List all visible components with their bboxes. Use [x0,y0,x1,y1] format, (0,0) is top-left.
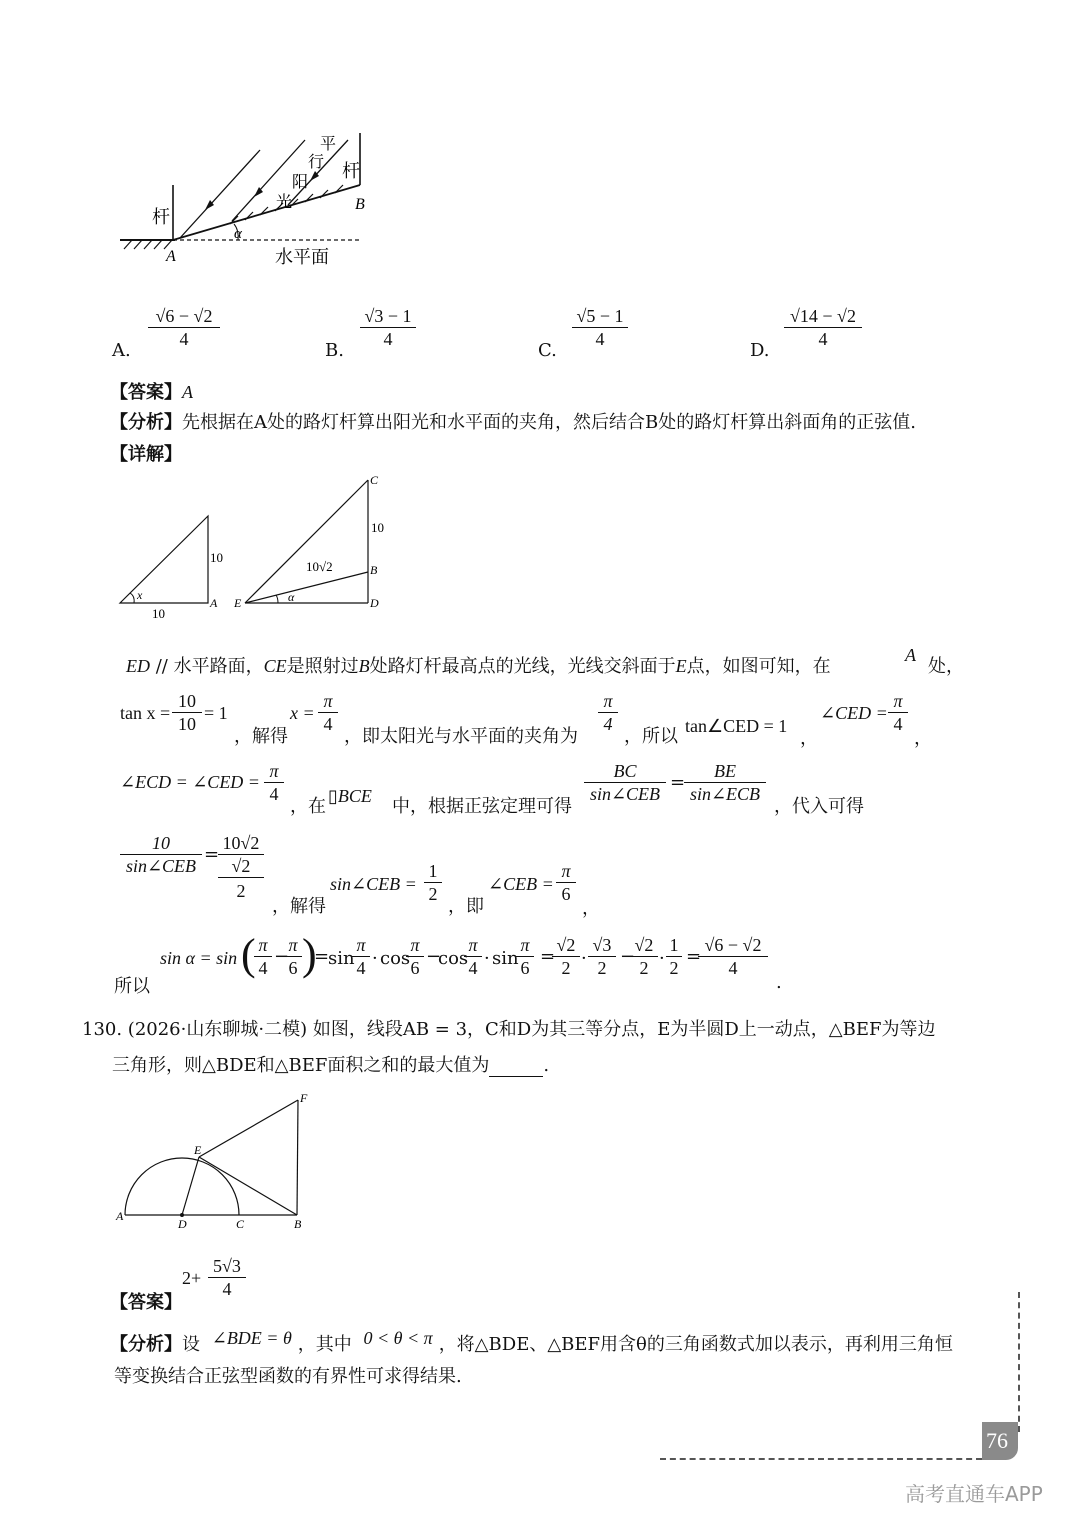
alpha-label: α [234,226,242,242]
angle-ceb: ∠CEB = [488,874,554,894]
point-A-label: A [166,248,176,265]
l5-pi4-3: $\frac{\pi}{4}$ [464,934,482,979]
right-E-label: E [234,596,242,610]
l5-dot-4: · [659,948,665,969]
page-number: 76 [986,1428,1008,1453]
ground-label: 水平面 [275,247,329,267]
light-label-1: 平 [320,136,337,153]
light-label-4: 光 [276,194,293,211]
frac-pi-4-c: $\frac{\pi}{4}$ [888,690,908,735]
answer-2-label: 【答案】 [110,1292,182,1313]
l5-minus-2: − [426,946,442,967]
left-base-label: 10 [152,606,165,620]
l5-dot-2: · [484,948,490,969]
sin-alpha-lead: sin α = sin [160,948,238,968]
q130-line1: 130. (2026·山东聊城·二模) 如图，线段AB = 3，C和D为其三等分点，E为半圆D上一动点，△BEF为等边 [82,1019,936,1040]
l5-minus-3: − [620,946,636,967]
l3-text1: ，在 [290,796,326,817]
solution-l1-end: 处， [928,656,964,677]
sin-ceb: sin∠CEB = [330,874,417,894]
l5-close-paren: ) [302,930,317,979]
frac-bc: BC sin∠CEB [584,760,666,805]
l5-eq-3: = [686,946,702,967]
light-label-2: 行 [308,154,325,171]
l3-text2: 中，根据正弦定理可得 [392,796,572,817]
left-angle-label: x [137,588,143,602]
l5-dot-1: · [372,948,378,969]
l5-sin-1: sin [328,948,355,969]
frac-be: BE sin∠ECB [684,760,766,805]
l5-pi4-2: $\frac{\pi}{4}$ [352,934,370,979]
fig3-C-label: C [236,1217,245,1230]
l4-eq: = [204,844,220,865]
l2-comma: ， [800,728,818,749]
l5-s2-1: $\frac{√2}{2}$ [552,934,580,979]
analysis-2-line2: 等变换结合正弦型函数的有界性可求得结果. [114,1366,462,1387]
fig3-D-label: D [178,1217,187,1230]
figure-triangles [110,470,410,620]
answer-1: 【答案】A [110,382,193,403]
tan-x: tan x = [120,703,171,723]
l2-end: ， [914,728,932,749]
l5-pi6-1: $\frac{\pi}{6}$ [284,934,302,979]
frac-pi-6: $\frac{\pi}{6}$ [556,860,576,905]
option-b-letter: B. [325,340,344,361]
frac-10sqrt2-complex: 10√2 √2 2 [218,832,264,904]
pole-right-label: 杆 [342,161,360,181]
l5-half: $\frac{1}{2}$ [666,934,682,979]
l2-text3: ，所以 [624,726,678,747]
frac-10-10: $\frac{10}{10}$ [172,690,202,735]
angle-ecd: ∠ECD = ∠CED = [120,772,260,792]
l5-dot-3: · [581,948,587,969]
l5-cos-2: cos [438,948,469,969]
l4-text1: ，解得 [272,896,326,917]
l5-prefix: 所以 [114,976,150,997]
l5-cos-1: cos [380,948,411,969]
x-eq: x = [290,703,315,723]
l5-sin-2: sin [492,948,519,969]
q130-line2: 三角形，则△BDE和△BEF面积之和的最大值为 . [112,1055,550,1076]
l5-minus-1: − [274,946,290,967]
l5-s3: $\frac{√3}{2}$ [588,934,616,979]
left-A-label: A [210,596,218,610]
l5-eq-2: = [540,946,556,967]
fig3-F-label: F [300,1091,308,1105]
right-cb-label: 10 [371,520,384,535]
light-label-3: 阳 [292,174,309,191]
right-B-label: B [370,563,378,577]
analysis-1: 【分析】先根据在A处的路灯杆算出阳光和水平面的夹角，然后结合B处的路灯杆算出斜面角的正弦值. [110,412,916,433]
frac-10-sin: 10 sin∠CEB [120,832,202,877]
l5-pi4-1: $\frac{\pi}{4}$ [254,934,272,979]
l5-open-paren: ( [241,930,256,979]
l2-text2: ，即太阳光与水平面的夹角为 [344,726,578,747]
l5-pi6-3: $\frac{\pi}{6}$ [516,934,534,979]
option-d-letter: D. [750,340,770,361]
pole-left-label: 杆 [152,207,170,227]
figure-sunlight-slope [110,125,410,275]
answer-2-int: 2+ [182,1268,202,1288]
fig3-E-label: E [194,1143,202,1157]
frac-pi-4-b: $\frac{\pi}{4}$ [598,690,618,735]
detail-label: 【详解】 [110,444,182,465]
l5-final: $\frac{√6 - √2}{4}$ [698,934,768,979]
l5-period: . [776,972,782,993]
dashed-border-right [1018,1292,1020,1432]
watermark: 高考直通车APP [905,1482,1043,1506]
l3-eq: = [670,772,686,793]
l5-pi6-2: $\frac{\pi}{6}$ [406,934,424,979]
frac-pi-4-a: $\frac{\pi}{4}$ [318,690,338,735]
eq-1: = 1 [204,703,228,723]
fig3-B-label: B [294,1217,302,1230]
analysis-2-line1: 【分析】设 ∠BDE = θ ，其中 0 < θ < π ，将△BDE、△BEF用含θ的三角函数式加以表示，再利用三角恒 [110,1328,953,1355]
frac-half: $\frac{1}{2}$ [424,860,442,905]
point-B-label: B [355,196,365,213]
figure-semicircle [110,1090,330,1230]
option-a-letter: A. [112,340,131,361]
right-C-label: C [370,473,379,487]
left-side-label: 10 [210,550,223,565]
l2-text1: ，解得 [234,726,288,747]
dashed-border-bottom [660,1458,982,1460]
answer-2-frac: $\frac{5√3}{4}$ [208,1255,246,1300]
option-c-letter: C. [538,340,557,361]
solution-line-1: ED // 水平路面，CE是照射过B处路灯杆最高点的光线，光线交斜面于E点，如图可知，在 [126,656,831,677]
angle-ced: ∠CED = [820,703,888,723]
triangle-bce: ▯BCE [328,786,372,806]
l5-eq-1: = [314,946,330,967]
right-D-label: D [370,596,379,610]
l4-text2: ，即 [448,896,484,917]
right-eb-label: 10√2 [306,559,333,574]
option-a-value: $\frac{√6 - √2}{4}$ [148,305,220,350]
option-c-value: $\frac{√5 - 1}{4}$ [572,305,628,350]
frac-pi-4-d: $\frac{\pi}{4}$ [264,760,284,805]
option-d-value: $\frac{√14 - √2}{4}$ [784,305,862,350]
l4-end: ， [582,898,600,919]
fig3-A-label: A [116,1209,124,1223]
solution-l1-A: A [905,645,916,665]
right-alpha-label: α [288,590,295,604]
tan-ced: tan∠CED = 1 [685,716,788,736]
q130-blank [489,1055,543,1077]
l3-text3: ，代入可得 [774,796,864,817]
l5-s2-2: $\frac{√2}{2}$ [630,934,658,979]
option-b-value: $\frac{√3 - 1}{4}$ [360,305,416,350]
